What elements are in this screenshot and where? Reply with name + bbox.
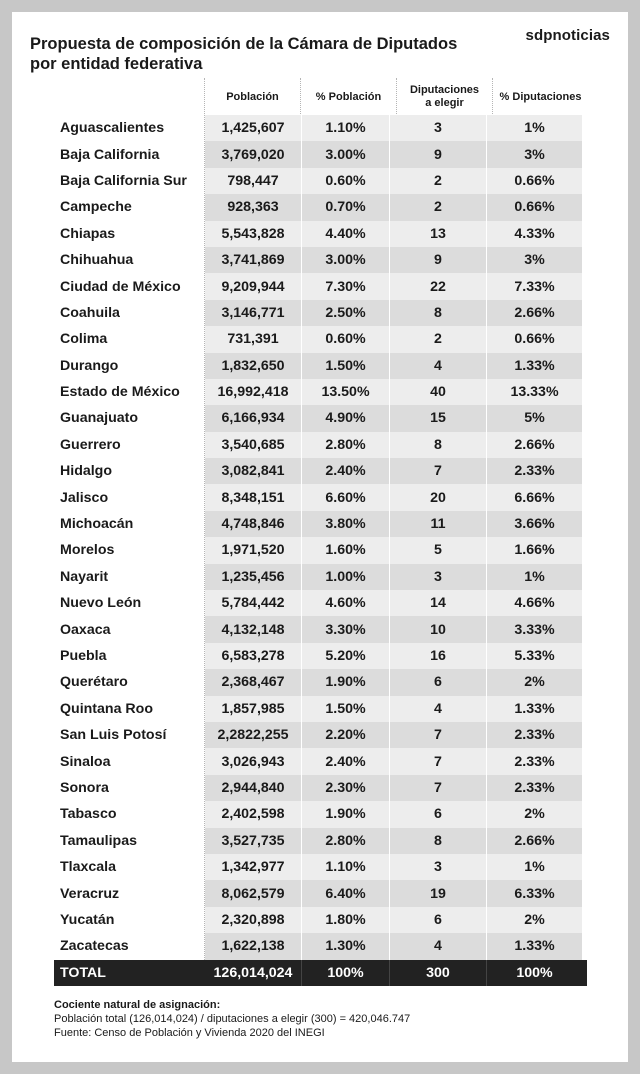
infographic-card bbox=[12, 12, 628, 1062]
row-pct-diputaciones: 2.33% bbox=[487, 722, 582, 748]
row-poblacion: 3,540,685 bbox=[205, 432, 302, 458]
row-pct-diputaciones: 0.66% bbox=[487, 194, 582, 220]
total-row bbox=[54, 960, 587, 986]
row-poblacion: 1,342,977 bbox=[205, 854, 302, 880]
table-row bbox=[54, 933, 587, 959]
row-diputaciones: 7 bbox=[390, 722, 487, 748]
row-poblacion: 2,2822,255 bbox=[205, 722, 302, 748]
row-pct-poblacion: 2.50% bbox=[302, 300, 390, 326]
table-row bbox=[54, 273, 587, 299]
row-pct-poblacion: 2.20% bbox=[302, 722, 390, 748]
row-poblacion: 731,391 bbox=[205, 326, 302, 352]
row-diputaciones: 3 bbox=[390, 854, 487, 880]
table-row bbox=[54, 564, 587, 590]
row-pct-poblacion: 1.60% bbox=[302, 537, 390, 563]
row-poblacion: 3,769,020 bbox=[205, 141, 302, 167]
footer-formula: Población total (126,014,024) / diputaciones a elegir (300) = 420,046.747 bbox=[54, 1013, 411, 1025]
row-diputaciones: 9 bbox=[390, 141, 487, 167]
row-pct-diputaciones: 5.33% bbox=[487, 643, 582, 669]
row-pct-diputaciones: 6.33% bbox=[487, 880, 582, 906]
table-row bbox=[54, 722, 587, 748]
header-pct-diputaciones: % Diputaciones bbox=[499, 90, 582, 103]
row-pct-diputaciones: 3.33% bbox=[487, 616, 582, 642]
row-estado: Coahuila bbox=[60, 304, 120, 321]
row-diputaciones: 8 bbox=[390, 828, 487, 854]
row-pct-poblacion: 1.50% bbox=[302, 696, 390, 722]
row-pct-diputaciones: 2.66% bbox=[487, 300, 582, 326]
row-pct-diputaciones: 7.33% bbox=[487, 273, 582, 299]
row-estado: Sonora bbox=[60, 779, 109, 796]
row-pct-poblacion: 1.50% bbox=[302, 353, 390, 379]
row-estado: Guanajuato bbox=[60, 410, 139, 427]
row-pct-poblacion: 0.60% bbox=[302, 168, 390, 194]
row-pct-diputaciones: 0.66% bbox=[487, 326, 582, 352]
row-diputaciones: 10 bbox=[390, 616, 487, 642]
row-diputaciones: 19 bbox=[390, 880, 487, 906]
row-estado: Hidalgo bbox=[60, 463, 113, 480]
row-pct-poblacion: 1.10% bbox=[302, 854, 390, 880]
row-poblacion: 1,622,138 bbox=[205, 933, 302, 959]
table-row bbox=[54, 907, 587, 933]
row-diputaciones: 16 bbox=[390, 643, 487, 669]
row-pct-poblacion: 0.70% bbox=[302, 194, 390, 220]
table-row bbox=[54, 379, 587, 405]
title-line-1: Propuesta de composición de la Cámara de Diputados bbox=[30, 35, 458, 53]
row-diputaciones: 6 bbox=[390, 801, 487, 827]
row-pct-diputaciones: 1% bbox=[487, 854, 582, 880]
table-row bbox=[54, 669, 587, 695]
header-diputaciones-line1: Diputaciones bbox=[409, 84, 480, 96]
row-pct-diputaciones: 0.66% bbox=[487, 168, 582, 194]
row-diputaciones: 7 bbox=[390, 748, 487, 774]
row-estado: Baja California Sur bbox=[60, 172, 187, 189]
row-poblacion: 4,748,846 bbox=[205, 511, 302, 537]
row-estado: Tlaxcala bbox=[60, 859, 117, 876]
row-poblacion: 1,832,650 bbox=[205, 353, 302, 379]
row-poblacion: 3,026,943 bbox=[205, 748, 302, 774]
table-row bbox=[54, 590, 587, 616]
row-pct-poblacion: 13.50% bbox=[302, 379, 390, 405]
row-estado: Nuevo León bbox=[60, 595, 142, 612]
row-diputaciones: 4 bbox=[390, 933, 487, 959]
row-estado: Durango bbox=[60, 357, 119, 374]
row-pct-poblacion: 1.00% bbox=[302, 564, 390, 590]
table-body bbox=[54, 115, 587, 960]
row-poblacion: 928,363 bbox=[205, 194, 302, 220]
row-poblacion: 2,368,467 bbox=[205, 669, 302, 695]
row-pct-diputaciones: 2% bbox=[487, 801, 582, 827]
row-diputaciones: 8 bbox=[390, 432, 487, 458]
table-row bbox=[54, 353, 587, 379]
row-estado: Querétaro bbox=[60, 674, 128, 691]
row-poblacion: 9,209,944 bbox=[205, 273, 302, 299]
row-pct-diputaciones: 5% bbox=[487, 405, 582, 431]
data-table bbox=[54, 115, 587, 986]
row-pct-poblacion: 2.80% bbox=[302, 432, 390, 458]
row-estado: Oaxaca bbox=[60, 621, 111, 638]
row-estado: Ciudad de México bbox=[60, 278, 181, 295]
title-line-2: por entidad federativa bbox=[30, 55, 203, 73]
row-estado: Veracruz bbox=[60, 885, 120, 902]
row-pct-poblacion: 7.30% bbox=[302, 273, 390, 299]
row-diputaciones: 13 bbox=[390, 221, 487, 247]
table-row bbox=[54, 168, 587, 194]
footer-source: Fuente: Censo de Población y Vivienda 2020 del INEGI bbox=[54, 1027, 325, 1039]
row-pct-diputaciones: 2.33% bbox=[487, 775, 582, 801]
row-diputaciones: 40 bbox=[390, 379, 487, 405]
row-poblacion: 3,082,841 bbox=[205, 458, 302, 484]
row-poblacion: 2,320,898 bbox=[205, 907, 302, 933]
header-pct-poblacion: % Población bbox=[315, 90, 382, 103]
table-row bbox=[54, 643, 587, 669]
row-diputaciones: 6 bbox=[390, 669, 487, 695]
table-row bbox=[54, 511, 587, 537]
row-estado: Nayarit bbox=[60, 568, 109, 585]
row-diputaciones: 14 bbox=[390, 590, 487, 616]
table-row bbox=[54, 221, 587, 247]
row-poblacion: 16,992,418 bbox=[205, 379, 302, 405]
row-diputaciones: 3 bbox=[390, 564, 487, 590]
row-poblacion: 1,425,607 bbox=[205, 115, 302, 141]
total-poblacion: 126,014,024 bbox=[205, 960, 302, 986]
row-diputaciones: 20 bbox=[390, 484, 487, 510]
table-row bbox=[54, 880, 587, 906]
footer-notes bbox=[54, 998, 614, 1040]
row-pct-poblacion: 6.40% bbox=[302, 880, 390, 906]
table-row bbox=[54, 141, 587, 167]
row-estado: Quintana Roo bbox=[60, 700, 154, 717]
row-poblacion: 8,062,579 bbox=[205, 880, 302, 906]
row-pct-diputaciones: 2.33% bbox=[487, 748, 582, 774]
row-poblacion: 3,527,735 bbox=[205, 828, 302, 854]
row-estado: Jalisco bbox=[60, 489, 109, 506]
row-pct-poblacion: 2.40% bbox=[302, 458, 390, 484]
brand-logo: sdpnoticias bbox=[525, 27, 610, 44]
row-pct-diputaciones: 1% bbox=[487, 564, 582, 590]
total-diputaciones: 300 bbox=[390, 960, 487, 986]
row-diputaciones: 4 bbox=[390, 353, 487, 379]
row-pct-poblacion: 3.00% bbox=[302, 141, 390, 167]
table-row bbox=[54, 854, 587, 880]
row-estado: Tamaulipas bbox=[60, 832, 138, 849]
row-poblacion: 5,784,442 bbox=[205, 590, 302, 616]
row-diputaciones: 4 bbox=[390, 696, 487, 722]
row-pct-diputaciones: 2% bbox=[487, 907, 582, 933]
row-estado: Chihuahua bbox=[60, 252, 134, 269]
row-poblacion: 5,543,828 bbox=[205, 221, 302, 247]
header-poblacion: Población bbox=[226, 90, 279, 103]
row-diputaciones: 9 bbox=[390, 247, 487, 273]
table-row bbox=[54, 194, 587, 220]
row-pct-diputaciones: 1.33% bbox=[487, 696, 582, 722]
row-pct-poblacion: 6.60% bbox=[302, 484, 390, 510]
row-diputaciones: 2 bbox=[390, 326, 487, 352]
row-poblacion: 3,741,869 bbox=[205, 247, 302, 273]
row-poblacion: 2,944,840 bbox=[205, 775, 302, 801]
row-pct-diputaciones: 2.33% bbox=[487, 458, 582, 484]
row-pct-diputaciones: 13.33% bbox=[487, 379, 582, 405]
row-pct-poblacion: 3.00% bbox=[302, 247, 390, 273]
row-pct-diputaciones: 2.66% bbox=[487, 828, 582, 854]
row-estado: Yucatán bbox=[60, 911, 115, 928]
row-pct-diputaciones: 1.66% bbox=[487, 537, 582, 563]
row-diputaciones: 2 bbox=[390, 168, 487, 194]
row-pct-diputaciones: 1% bbox=[487, 115, 582, 141]
table-row bbox=[54, 432, 587, 458]
row-poblacion: 4,132,148 bbox=[205, 616, 302, 642]
row-estado: Baja California bbox=[60, 146, 160, 163]
table-row bbox=[54, 247, 587, 273]
table-row bbox=[54, 748, 587, 774]
row-pct-poblacion: 4.90% bbox=[302, 405, 390, 431]
table-row bbox=[54, 326, 587, 352]
table-row bbox=[54, 801, 587, 827]
row-pct-poblacion: 2.30% bbox=[302, 775, 390, 801]
row-poblacion: 798,447 bbox=[205, 168, 302, 194]
table-row bbox=[54, 115, 587, 141]
row-pct-diputaciones: 6.66% bbox=[487, 484, 582, 510]
row-diputaciones: 22 bbox=[390, 273, 487, 299]
row-estado: Estado de México bbox=[60, 384, 180, 401]
row-estado: Guerrero bbox=[60, 436, 121, 453]
row-poblacion: 1,857,985 bbox=[205, 696, 302, 722]
row-estado: Colima bbox=[60, 331, 108, 348]
row-estado: Zacatecas bbox=[60, 938, 129, 955]
row-pct-diputaciones: 3% bbox=[487, 141, 582, 167]
row-diputaciones: 3 bbox=[390, 115, 487, 141]
table-row bbox=[54, 775, 587, 801]
row-pct-poblacion: 1.90% bbox=[302, 669, 390, 695]
row-pct-poblacion: 1.30% bbox=[302, 933, 390, 959]
row-pct-poblacion: 1.80% bbox=[302, 907, 390, 933]
row-estado: Aguascalientes bbox=[60, 120, 165, 137]
header-diputaciones-line2: a elegir bbox=[425, 97, 464, 109]
row-poblacion: 6,583,278 bbox=[205, 643, 302, 669]
row-pct-diputaciones: 3% bbox=[487, 247, 582, 273]
row-diputaciones: 6 bbox=[390, 907, 487, 933]
table-row bbox=[54, 484, 587, 510]
row-estado: Sinaloa bbox=[60, 753, 111, 770]
row-estado: Chiapas bbox=[60, 225, 116, 242]
table-row bbox=[54, 458, 587, 484]
row-poblacion: 6,166,934 bbox=[205, 405, 302, 431]
table-row bbox=[54, 300, 587, 326]
footer-heading: Cociente natural de asignación: bbox=[54, 999, 221, 1011]
row-pct-poblacion: 4.60% bbox=[302, 590, 390, 616]
row-pct-poblacion: 5.20% bbox=[302, 643, 390, 669]
total-pct-poblacion: 100% bbox=[302, 960, 390, 986]
row-poblacion: 2,402,598 bbox=[205, 801, 302, 827]
row-pct-diputaciones: 1.33% bbox=[487, 353, 582, 379]
row-diputaciones: 11 bbox=[390, 511, 487, 537]
row-diputaciones: 15 bbox=[390, 405, 487, 431]
row-pct-diputaciones: 2.66% bbox=[487, 432, 582, 458]
row-estado: San Luis Potosí bbox=[60, 727, 167, 744]
table-row bbox=[54, 405, 587, 431]
row-estado: Tabasco bbox=[60, 806, 117, 823]
row-pct-poblacion: 3.80% bbox=[302, 511, 390, 537]
row-estado: Michoacán bbox=[60, 516, 134, 533]
row-pct-diputaciones: 4.33% bbox=[487, 221, 582, 247]
row-pct-diputaciones: 4.66% bbox=[487, 590, 582, 616]
row-estado: Morelos bbox=[60, 542, 115, 559]
row-estado: Campeche bbox=[60, 199, 132, 216]
row-pct-poblacion: 1.90% bbox=[302, 801, 390, 827]
row-pct-diputaciones: 2% bbox=[487, 669, 582, 695]
row-pct-diputaciones: 3.66% bbox=[487, 511, 582, 537]
row-pct-poblacion: 1.10% bbox=[302, 115, 390, 141]
row-poblacion: 8,348,151 bbox=[205, 484, 302, 510]
row-pct-poblacion: 2.80% bbox=[302, 828, 390, 854]
row-pct-poblacion: 2.40% bbox=[302, 748, 390, 774]
row-diputaciones: 5 bbox=[390, 537, 487, 563]
row-pct-poblacion: 3.30% bbox=[302, 616, 390, 642]
row-poblacion: 3,146,771 bbox=[205, 300, 302, 326]
row-diputaciones: 8 bbox=[390, 300, 487, 326]
header-diputaciones bbox=[397, 78, 492, 116]
row-estado: Puebla bbox=[60, 648, 107, 664]
row-poblacion: 1,235,456 bbox=[205, 564, 302, 590]
row-pct-poblacion: 0.60% bbox=[302, 326, 390, 352]
table-row bbox=[54, 828, 587, 854]
row-diputaciones: 7 bbox=[390, 775, 487, 801]
page-title bbox=[30, 34, 490, 74]
row-diputaciones: 7 bbox=[390, 458, 487, 484]
row-pct-diputaciones: 1.33% bbox=[487, 933, 582, 959]
table-row bbox=[54, 696, 587, 722]
row-pct-poblacion: 4.40% bbox=[302, 221, 390, 247]
row-poblacion: 1,971,520 bbox=[205, 537, 302, 563]
row-diputaciones: 2 bbox=[390, 194, 487, 220]
total-pct-diputaciones: 100% bbox=[516, 964, 553, 981]
table-row bbox=[54, 616, 587, 642]
total-label: TOTAL bbox=[60, 964, 106, 981]
table-row bbox=[54, 537, 587, 563]
